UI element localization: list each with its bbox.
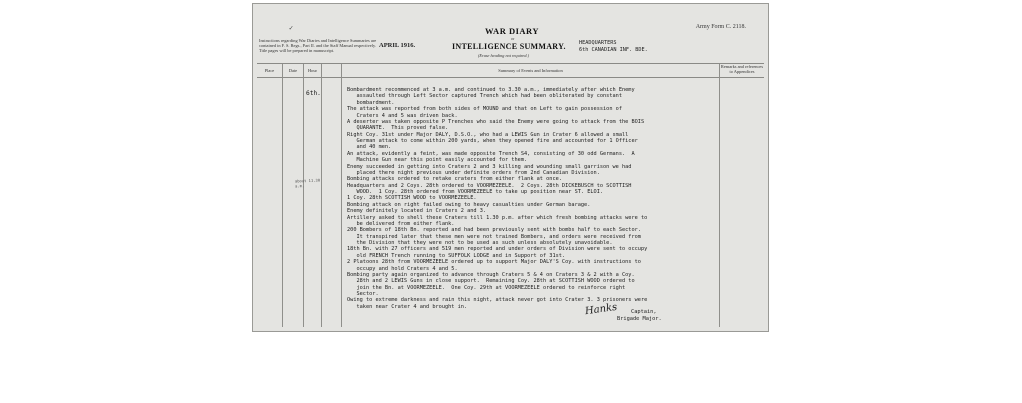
- entry-line: bombardment.: [347, 99, 395, 106]
- entry-line: Right Coy. 31st under Major DALY, D.S.O., who had a LEWIS Gun in Crater 6 allowed a small: [347, 131, 629, 138]
- column-header-hour: Hour: [307, 68, 318, 73]
- header-rule-bottom: [257, 77, 764, 78]
- entry-line: Bombing party again organized to advance through Craters 5 & 4 on Craters 3 & 2 with a Coy.: [347, 271, 635, 278]
- war-diary-page: [252, 3, 769, 332]
- entry-line: Sector.: [347, 291, 379, 297]
- entry-line: 18th Bn. with 27 officers and 519 men reported and under orders of Division were sent to occupy: [347, 246, 648, 253]
- entry-line: QUARANTE. This proved false.: [347, 125, 449, 132]
- entry-line: German attack to come within 200 yards, when they opened fire and accounted for 1 Officer: [347, 138, 638, 144]
- title-erase-note: (Erase heading not required.): [478, 53, 529, 58]
- entry-line: 200 Bombers of 18th Bn. reported and had been previously sent with bombs half to each Sector.: [347, 227, 641, 234]
- column-divider: [341, 64, 342, 327]
- entry-line: 1 Coy. 28th SCOTTISH WOOD to VOORMEZEELE.: [347, 195, 477, 202]
- entry-line: Enemy succeeded in getting into Craters 2 and 3 killing and wounding small garrison we had: [347, 163, 632, 170]
- entry-line: assaulted through Left Sector captured Trench which had been obliterated by constant: [347, 93, 622, 100]
- column-header-remarks: Remarks and references to Appendices: [720, 64, 764, 74]
- entry-line: Headquarters and 2 Coys. 28th ordered to VOORMEZEELE. 2 Coys. 28th DICKEBUSCH to SCOTTISH: [347, 182, 632, 189]
- column-divider: [282, 64, 283, 327]
- margin-annotation: about 11.30 a.m.: [294, 177, 321, 189]
- title-or: or: [511, 36, 515, 41]
- signature-appointment: Brigade Major.: [617, 316, 662, 322]
- entry-line: Craters 4 and 5 was driven back.: [347, 112, 458, 119]
- entry-line: Bombing attacks ordered to retake craters from either flank at once.: [347, 176, 562, 183]
- summary-entries: [347, 87, 723, 310]
- entry-line: Artillery asked to shell these Craters till 1.30 p.m. after which fresh bombing attacks were to: [347, 214, 648, 221]
- entry-line: WOOD. 1 Coy. 28th ordered from VOORMEZEELE to take up position near ST. ELOI.: [347, 189, 604, 195]
- entry-line: taken near Crater 4 and brought in.: [347, 303, 468, 310]
- entry-line: the Division that they were not to be used as such unless absolutely unavoidable.: [347, 240, 613, 246]
- title-intelligence-summary: INTELLIGENCE SUMMARY.: [452, 42, 566, 51]
- column-header-place: Place: [264, 68, 275, 73]
- entry-line: Bombing attack on right failed owing to heavy casualties under German barage.: [347, 201, 591, 208]
- entry-line: 2 Platoons 28th from VOORMEZEELE ordered up to support Major DALY'S Coy. with instructions to: [347, 259, 641, 266]
- tick-mark: ✓: [289, 24, 294, 32]
- entry-line: An attack, evidently a feint, was made opposite Trench S4, consisting of 30 odd Germans. A: [347, 150, 635, 157]
- header-rule-top: [257, 63, 764, 64]
- unit-heading: [579, 40, 648, 53]
- entry-line: The attack was reported from both sides of MOUND and that on Left to gain possession of: [347, 106, 622, 113]
- entry-line: occupy and hold Craters 4 and 5.: [347, 265, 458, 272]
- entry-line: be delivered from either flank.: [347, 220, 455, 227]
- entry-line: It transpired later that these men were not trained Bombers, and orders were received from: [347, 233, 641, 240]
- entry-line: A deserter was taken opposite P Trenches who said the Enemy were going to attack from the BOIS: [347, 118, 645, 125]
- unit-line-2: 6th CANADIAN INF. BDE.: [579, 46, 648, 53]
- form-number: Army Form C. 2118.: [695, 24, 746, 30]
- column-header-summary: Summary of Events and Information: [498, 68, 563, 73]
- entry-line: Owing to extreme darkness and rain this night, attack never got into Crater 3. 3 prisoners were: [347, 297, 648, 304]
- signature-rank: Captain,: [631, 309, 657, 315]
- diary-month: APRIL 1916.: [379, 42, 416, 49]
- entry-line: 28th and 2 LEWIS Guns in close support. Remaining Coy. 28th at SCOTTISH WOOD ordered to: [347, 278, 635, 285]
- entry-line: Machine Gun near this point easily accounted for them.: [347, 157, 528, 164]
- column-divider: [321, 64, 322, 327]
- unit-line-1: HEADQUARTERS: [579, 40, 617, 46]
- entry-line: placed there night previous under definite orders from 2nd Canadian Division.: [347, 169, 600, 176]
- entry-line: old FRENCH Trench running to SUFFOLK LODGE and in Support of 31st.: [347, 252, 566, 259]
- entry-date: 6th.: [306, 90, 321, 97]
- signature: Hanks: [584, 301, 618, 318]
- entry-line: Bombardment recommenced at 3 a.m. and continued to 3.30 a.m., immediately after which Enemy: [347, 87, 635, 93]
- entry-line: and 40 men.: [347, 144, 392, 151]
- column-header-date: Date: [288, 68, 298, 73]
- title-war-diary: WAR DIARY: [485, 26, 540, 36]
- column-divider: [303, 64, 304, 327]
- entry-line: join the Bn. at VOORMEZEELE. One Coy. 29th at VOORMEZEELE ordered to reinforce right: [347, 284, 626, 291]
- instructions-note: Instructions regarding War Diaries and Intelligence Summaries are contained in F. S. Regs., Part II. and the Staff Manual respectively. Title pages will be prepared in manuscript.: [259, 38, 377, 53]
- entry-line: Enemy definitely located in Craters 2 and 3.: [347, 208, 487, 215]
